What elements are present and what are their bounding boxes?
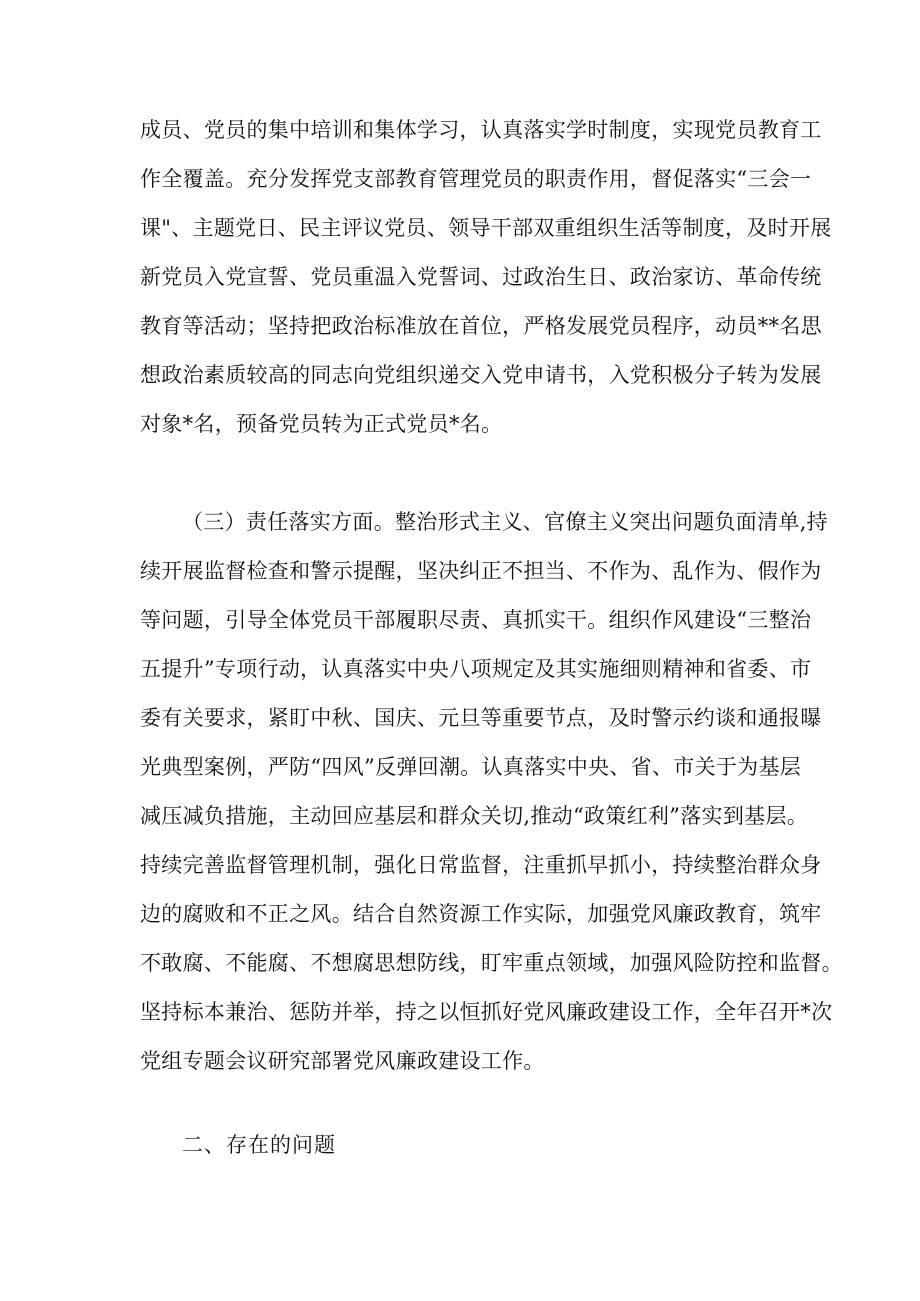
paragraph-line: 教育等活动；坚持把政治标准放在首位，严格发展党员程序，动员**名思 — [140, 314, 822, 338]
paragraph-line: 不敢腐、不能腐、不想腐思想防线，盯牢重点领域，加强风险防控和监督。 — [140, 951, 843, 975]
paragraph-line: 五提升”专项行动，认真落实中央八项规定及其实施细则精神和省委、市 — [140, 657, 812, 681]
paragraph-line: 对象*名，预备党员转为正式党员*名。 — [140, 412, 503, 436]
section-heading: 二、存在的问题 — [182, 1133, 336, 1157]
paragraph-line: 作全覆盖。充分发挥党支部教育管理党员的职责作用，督促落实“三会一 — [140, 167, 812, 191]
paragraph-line: 党组专题会议研究部署党风廉政建设工作。 — [140, 1049, 545, 1073]
paragraph-line: 等问题，引导全体党员干部履职尽责、真抓实干。组织作风建设“三整治 — [140, 608, 812, 632]
paragraph-line: 续开展监督检查和警示提醒，坚决纠正不担当、不作为、乱作为、假作为 — [140, 559, 822, 583]
paragraph-line: 坚持标本兼治、惩防并举，持之以恒抓好党风廉政建设工作，全年召开*次 — [140, 1000, 833, 1024]
paragraph-line: 想政治素质较高的同志向党组织递交入党申请书，入党积极分子转为发展 — [140, 363, 822, 387]
paragraph-line: 委有关要求，紧盯中秋、国庆、元旦等重要节点，及时警示约谈和通报曝 — [140, 706, 822, 730]
paragraph-line: 新党员入党宣誓、党员重温入党誓词、过政治生日、政治家访、革命传统 — [140, 265, 822, 289]
paragraph-line: 光典型案例，严防“四风”反弹回潮。认真落实中央、省、市关于为基层 — [140, 755, 802, 779]
paragraph-line: 成员、党员的集中培训和集体学习，认真落实学时制度，实现党员教育工 — [140, 118, 822, 142]
paragraph-line: 持续完善监督管理机制，强化日常监督，注重抓早抓小，持续整治群众身 — [140, 853, 822, 877]
paragraph-line: 减压减负措施，主动回应基层和群众关切,推动“政策红利”落实到基层。 — [140, 804, 809, 828]
paragraph-line: 课"、主题党日、民主评议党员、领导干部双重组织生活等制度，及时开展 — [140, 216, 832, 240]
paragraph-line: （三）责任落实方面。整治形式主义、官僚主义突出问题负面清单,持 — [182, 510, 828, 534]
paragraph-line: 边的腐败和不正之风。结合自然资源工作实际，加强党风廉政教育，筑牢 — [140, 902, 822, 926]
